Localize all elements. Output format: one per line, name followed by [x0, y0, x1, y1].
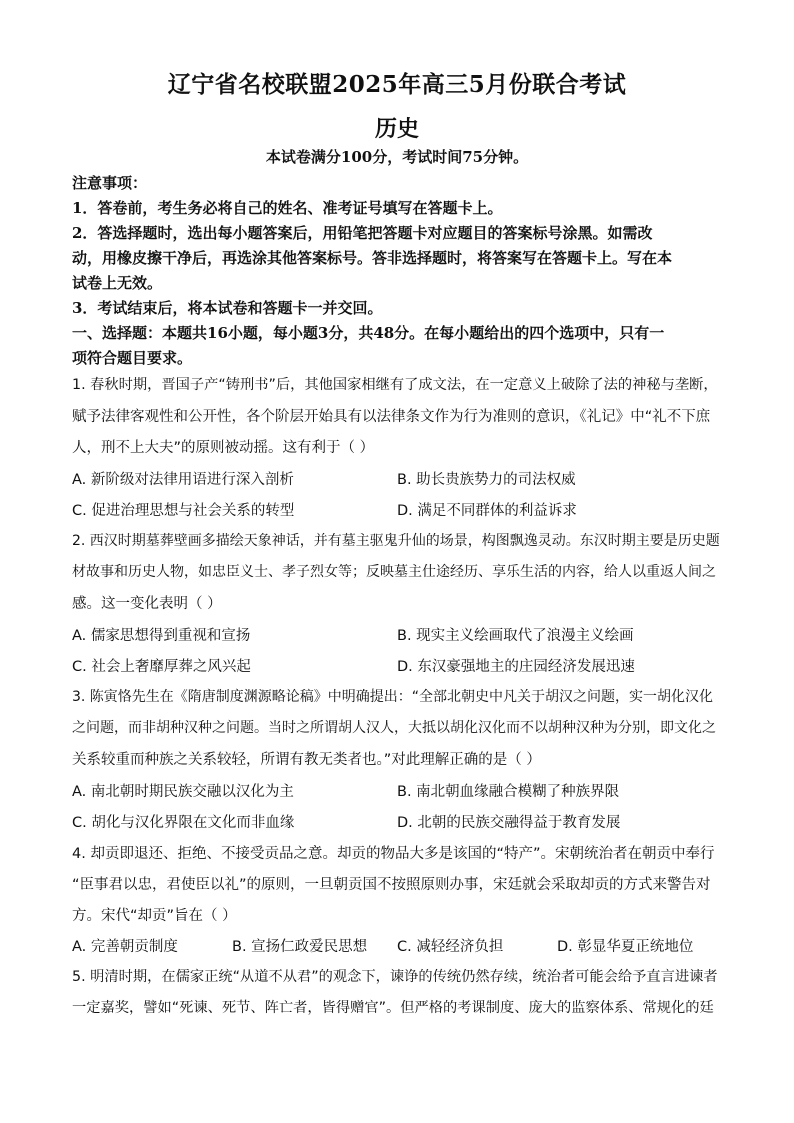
question-1-option-d: D. 满足不同群体的利益诉求: [397, 503, 577, 519]
section-heading: 项符合题目要求。: [72, 349, 193, 367]
question-3-text: 关系较重而种族之关系较轻，所谓有教无类者也。”对此理解正确的是（ ）: [72, 752, 541, 768]
question-1-option-b: B. 助长贵族势力的司法权威: [397, 472, 576, 488]
question-1-option-c: C. 促进治理思想与社会关系的转型: [72, 503, 295, 519]
question-4-text: 方。宋代“却贡”旨在（ ）: [72, 908, 237, 924]
question-2-text: 2. 西汉时期墓葬壁画多描绘天象神话，并有墓主驱鬼升仙的场景，构图飘逸灵动。东汉时期主要是历史题: [72, 533, 720, 549]
question-3-option-d: D. 北朝的民族交融得益于教育发展: [397, 815, 621, 831]
question-4-text: “臣事君以忠，君使臣以礼”的原则，一旦朝贡国不按照原则办事，宋廷就会采取却贡的方式来警告对: [72, 877, 711, 893]
question-1-text: 1. 春秋时期，晋国子产“铸刑书”后，其他国家相继有了成文法，在一定意义上破除了法的神秘与垄断，: [72, 377, 718, 393]
notes-line: 2．答选择题时，选出每小题答案后，用铅笔把答题卡对应题目的答案标号涂黑。如需改: [72, 224, 653, 242]
question-3-text: 3. 陈寅恪先生在《隋唐制度渊源略论稿》中明确提出：“全部北朝史中凡关于胡汉之问题，实一胡化汉化: [72, 689, 714, 705]
question-1-text: 人，刑不上大夫”的原则被动摇。这有利于（ ）: [72, 440, 375, 456]
question-4-option-b: B. 宣扬仁政爱民思想: [232, 939, 368, 955]
question-3-option-b: B. 南北朝血缘融合模糊了种族界限: [397, 784, 620, 800]
exam-title: 辽宁省名校联盟2025年高三5月份联合考试: [167, 71, 627, 98]
exam-meta: 本试卷满分100分，考试时间75分钟。: [265, 148, 529, 166]
question-3-option-c: C. 胡化与汉化界限在文化而非血缘: [72, 815, 295, 831]
question-1-option-a: A. 新阶级对法律用语进行深入剖析: [72, 472, 294, 488]
question-2-option-a: A. 儒家思想得到重视和宣扬: [72, 628, 251, 644]
question-4-option-c: C. 减轻经济负担: [397, 939, 504, 955]
notes-line: 3．考试结束后，将本试卷和答题卡一并交回。: [72, 299, 383, 317]
question-2-text: 材故事和历史人物，如忠臣义士、孝子烈女等；反映墓主仕途经历、享乐生活的内容，给人以重返人间之: [72, 564, 716, 580]
question-2-option-b: B. 现实主义绘画取代了浪漫主义绘画: [397, 628, 634, 644]
question-2-text: 感。这一变化表明（ ）: [72, 596, 222, 612]
notes-line: 试卷上无效。: [72, 274, 163, 292]
subject-heading: 历史: [374, 116, 419, 142]
notes-heading: 注意事项：: [72, 174, 148, 192]
notes-line: 1．答卷前，考生务必将自己的姓名、准考证号填写在答题卡上。: [72, 199, 503, 217]
question-5-text: 一定嘉奖，譬如“死谏、死节、阵亡者，皆得赠官”。但严格的考课制度、庞大的监察体系、常规化的廷: [72, 1000, 714, 1016]
question-2-option-d: D. 东汉豪强地主的庄园经济发展迅速: [397, 659, 635, 675]
question-4-text: 4. 却贡即退还、拒绝、不接受贡品之意。却贡的物品大多是该国的“特产”。宋朝统治者在朝贡中奉行: [72, 846, 715, 862]
section-heading: 一、选择题：本题共16小题，每小题3分，共48分。在每小题给出的四个选项中，只有一: [72, 324, 665, 342]
notes-line: 动，用橡皮擦干净后，再选涂其他答案标号。答非选择题时，将答案写在答题卡上。写在本: [72, 249, 673, 267]
question-5-text: 5. 明清时期，在儒家正统“从道不从君”的观念下，谏诤的传统仍然存续，统治者可能会给予直言进谏者: [72, 969, 718, 985]
question-1-text: 赋予法律客观性和公开性，各个阶层开始具有以法律条文作为行为准则的意识，《礼记》中“礼不下庶: [72, 409, 711, 425]
question-3-option-a: A. 南北朝时期民族交融以汉化为主: [72, 784, 294, 800]
question-3-text: 之问题，而非胡种汉种之问题。当时之所谓胡人汉人，大抵以胡化汉化而不以胡种汉种为分别，即文化之: [72, 720, 716, 736]
question-4-option-a: A. 完善朝贡制度: [72, 939, 178, 955]
question-4-option-d: D. 彰显华夏正统地位: [557, 939, 694, 955]
question-2-option-c: C. 社会上奢靡厚葬之风兴起: [72, 659, 251, 675]
